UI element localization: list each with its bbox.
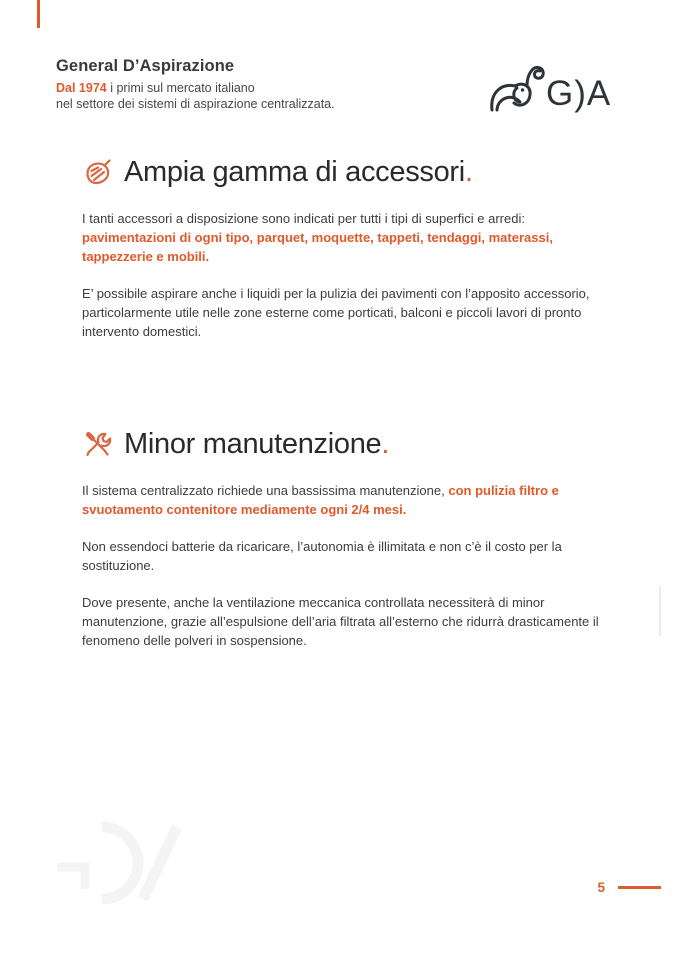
section-title-period: . [464,156,473,188]
paragraph-maintenance-2: Non essendoci batterie da ricaricare, l’autonomia è illimitata e non c’è il costo per la sostituzione. [82,539,562,573]
section-heading-accessories [82,155,613,189]
page-content [82,155,613,650]
paragraph-text: Il sistema centralizzato richiede una bassissima manutenzione, [82,483,449,498]
company-name: General D’Aspirazione [56,57,235,75]
logo-letters: G)A [546,74,612,113]
tagline-rest: i primi sul mercato italiano [106,81,255,95]
logo-watermark-icon [45,813,195,913]
section-title-period: . [381,428,390,460]
paragraph-text: I tanti accessori a disposizione sono indicati per tutti i tipi di superfici e arredi: [82,211,525,226]
logo-svg [486,60,618,116]
tagline-year: Dal 1974 [56,81,107,95]
footer-accent-line [618,886,661,889]
section-title-text: Ampia gamma di accessori [124,156,465,188]
page-footer [597,880,678,895]
right-edge-line [659,586,661,636]
company-tagline-line1 [56,80,335,96]
company-tagline-line2: nel settore dei sistemi di aspirazione centralizzata. [56,97,335,111]
page-header [56,57,335,112]
top-accent-tick [37,0,40,28]
logo [486,60,618,116]
tools-icon [82,429,113,460]
paragraph-highlight: con pulizia filtro e svuotamento contenitore mediamente ogni 2/4 mesi. [82,483,559,517]
section-title [124,427,389,461]
paragraph-maintenance-3: Dove presente, anche la ventilazione meccanica controllata necessiterà di minor manutenzione, grazie all’espulsione dell’aria filtrata all’esterno che ridurrà drasticamente il fenomeno delle polveri in sospensione. [82,595,599,648]
page-number: 5 [597,880,605,895]
paragraph-highlight: pavimentazioni di ogni tipo, parquet, moquette, tappeti, tendaggi, materassi, tappezzerie e mobili. [82,230,553,264]
section-title-text: Minor manutenzione [124,428,382,460]
elephant-logo-icon [492,67,544,110]
paragraph-accessories-2: E’ possibile aspirare anche i liquidi per la pulizia dei pavimenti con l’apposito accessorio, particolarmente utile nelle zone esterne come porticati, balconi e piccoli lavori di pronto intervento domestici. [82,286,590,339]
brush-icon [82,157,113,188]
paragraph-accessories-1 [82,209,613,266]
section-heading-maintenance [82,427,613,461]
paragraph-maintenance-1 [82,481,613,519]
section-title [124,155,473,189]
